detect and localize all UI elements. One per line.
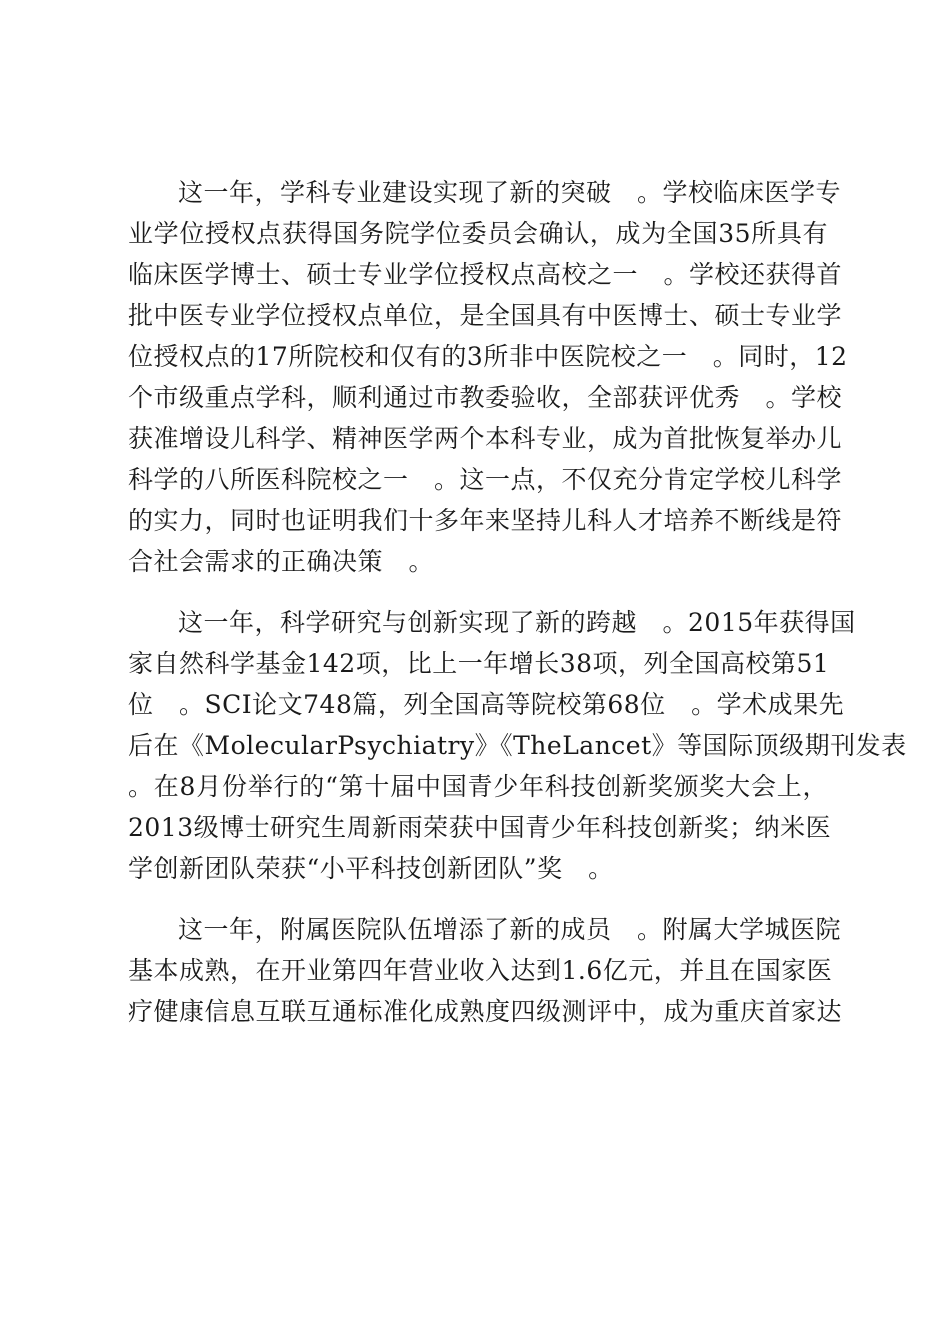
- text-line: 合社会需求的正确决策 。: [128, 547, 435, 576]
- paragraph-research: [128, 602, 907, 889]
- paragraph-hospital: [128, 909, 843, 1032]
- text-line: 业学位授权点获得国务院学位委员会确认，成为全国35所具有: [128, 219, 828, 248]
- text-line: 。在8月份举行的“第十届中国青少年科技创新奖颁奖大会上，: [128, 772, 828, 801]
- text-line: 位授权点的17所院校和仅有的3所非中医院校之一 。同时，12: [128, 342, 848, 371]
- text-line: 学创新团队荣获“小平科技创新团队”奖 。: [128, 854, 614, 883]
- text-line: 家自然科学基金142项，比上一年增长38项，列全国高校第51: [128, 649, 830, 678]
- text-line: 这一年，科学研究与创新实现了新的跨越 。2015年获得国: [178, 608, 856, 637]
- text-line: 的实力，同时也证明我们十多年来坚持儿科人才培养不断线是符: [128, 506, 843, 535]
- text-line: 批中医专业学位授权点单位，是全国具有中医博士、硕士专业学: [128, 301, 843, 330]
- text-line: 临床医学博士、硕士专业学位授权点高校之一 。学校还获得首: [128, 260, 843, 289]
- text-line: 位 。SCI论文748篇，列全国高等院校第68位 。学术成果先: [128, 690, 845, 719]
- text-line: 个市级重点学科，顺利通过市教委验收，全部获评优秀 。学校: [128, 383, 843, 412]
- text-line: 获准增设儿科学、精神医学两个本科专业，成为首批恢复举办儿: [128, 424, 843, 453]
- text-line: 疗健康信息互联互通标准化成熟度四级测评中，成为重庆首家达: [128, 997, 843, 1026]
- document-body: [128, 172, 907, 1052]
- text-line: 这一年，学科专业建设实现了新的突破 。学校临床医学专: [178, 178, 842, 207]
- text-line: 这一年，附属医院队伍增添了新的成员 。附属大学城医院: [178, 915, 842, 944]
- text-line: 2013级博士研究生周新雨荣获中国青少年科技创新奖；纳米医: [128, 813, 832, 842]
- text-line: 科学的八所医科院校之一 。这一点，不仅充分肯定学校儿科学: [128, 465, 843, 494]
- text-line: 基本成熟，在开业第四年营业收入达到1.6亿元，并且在国家医: [128, 956, 833, 985]
- paragraph-discipline: [128, 172, 848, 582]
- text-line: 后在《MolecularPsychiatry》《TheLancet》等国际顶级期刊发表: [128, 731, 907, 760]
